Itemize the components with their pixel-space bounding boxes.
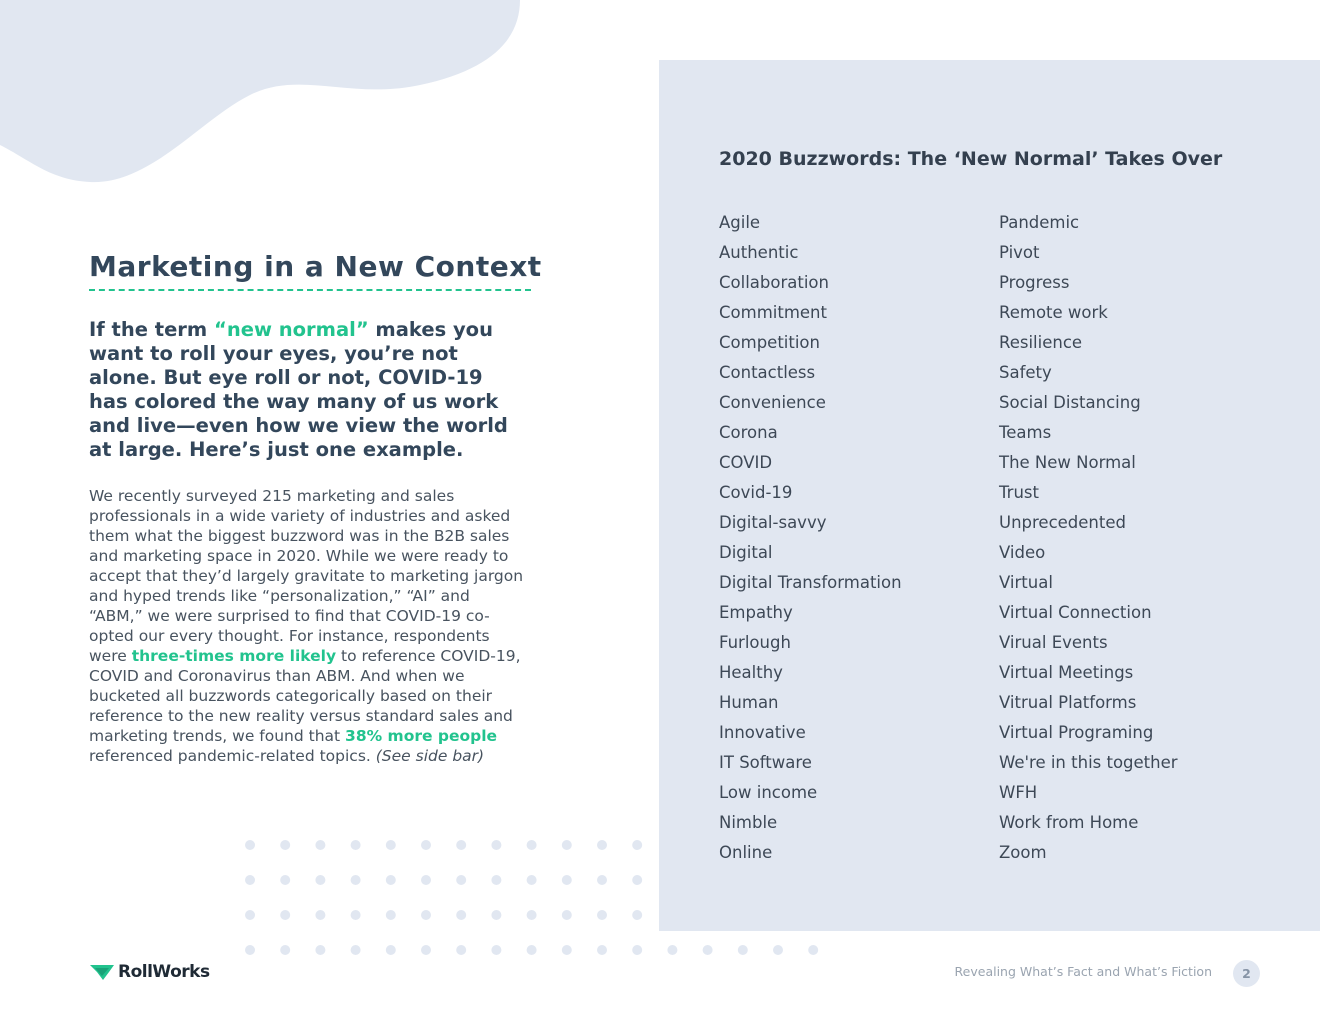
decorative-dot bbox=[351, 910, 361, 920]
body-highlight: 38% more people bbox=[345, 727, 498, 745]
buzzword-item: IT Software bbox=[719, 753, 812, 772]
decorative-dot bbox=[421, 910, 431, 920]
decorative-dot bbox=[386, 840, 396, 850]
decorative-dot bbox=[562, 875, 572, 885]
buzzword-item: Commitment bbox=[719, 303, 827, 322]
decorative-dot bbox=[491, 910, 501, 920]
decorative-dot bbox=[562, 945, 572, 955]
decorative-dot bbox=[315, 840, 325, 850]
buzzword-item: Online bbox=[719, 843, 773, 862]
body-text: referenced pandemic-related topics. bbox=[89, 747, 376, 765]
decorative-dot bbox=[491, 840, 501, 850]
buzzword-item: Furlough bbox=[719, 633, 791, 652]
decorative-dot bbox=[703, 945, 713, 955]
buzzword-item: Progress bbox=[999, 273, 1070, 292]
buzzword-item: Virtual Meetings bbox=[999, 663, 1134, 682]
decorative-dot bbox=[421, 840, 431, 850]
lead-text: makes you want to roll your eyes, you’re not alone. But eye roll or not, COVID-19 has colored the way many of us work and live—even how we view the world at large. Here’s just one example. bbox=[89, 318, 508, 461]
buzzword-item: Safety bbox=[999, 363, 1052, 382]
buzzword-item: WFH bbox=[999, 783, 1038, 802]
buzzword-item: Pandemic bbox=[999, 213, 1080, 232]
buzzword-item: Authentic bbox=[719, 243, 799, 262]
lead-text: If the term bbox=[89, 318, 215, 341]
decorative-dot bbox=[597, 910, 607, 920]
buzzword-item: Digital-savvy bbox=[719, 513, 827, 532]
decorative-dot bbox=[491, 875, 501, 885]
buzzword-item: Pivot bbox=[999, 243, 1040, 262]
rollworks-logo bbox=[89, 962, 210, 982]
decorative-dot bbox=[527, 875, 537, 885]
buzzword-item: Agile bbox=[719, 213, 761, 232]
body-text: We recently surveyed 215 marketing and sales professionals in a wide variety of industries and asked them what the biggest buzzword was in the B2B sales and marketing space in 2020. While we were ready to accept that they’d largely gravitate to marketing jargon and hyped trends like “personalization,” “AI” and “ABM,” we were surprised to find that COVID-19 co-opted our every thought. For instance, respondents were bbox=[89, 487, 524, 665]
decorative-dot bbox=[315, 945, 325, 955]
buzzword-item: Trust bbox=[999, 483, 1039, 502]
buzzword-item: COVID bbox=[719, 453, 773, 472]
buzzword-item: Low income bbox=[719, 783, 818, 802]
decorative-dot bbox=[491, 945, 501, 955]
decorative-dot bbox=[386, 875, 396, 885]
decorative-dot bbox=[527, 910, 537, 920]
buzzword-item: The New Normal bbox=[999, 453, 1136, 472]
decorative-dot bbox=[562, 910, 572, 920]
decorative-dot bbox=[245, 875, 255, 885]
decorative-dot bbox=[597, 945, 607, 955]
buzzword-item: Teams bbox=[999, 423, 1052, 442]
decorative-dot bbox=[632, 945, 642, 955]
decorative-dot bbox=[386, 945, 396, 955]
buzzword-item: Virtual Programing bbox=[999, 723, 1154, 742]
lead-highlight: “new normal” bbox=[214, 318, 369, 341]
decorative-dot bbox=[597, 875, 607, 885]
buzzword-item: Resilience bbox=[999, 333, 1083, 352]
buzzword-item: Collaboration bbox=[719, 273, 829, 292]
buzzword-item: Virual Events bbox=[999, 633, 1108, 652]
logo-mark-icon bbox=[89, 963, 115, 981]
buzzword-item: Video bbox=[999, 543, 1046, 562]
decorative-dot bbox=[773, 945, 783, 955]
decorative-dot bbox=[808, 945, 818, 955]
buzzword-item: Virtual bbox=[999, 573, 1053, 592]
decorative-dot bbox=[456, 840, 466, 850]
decorative-dot bbox=[280, 945, 290, 955]
decorative-dot bbox=[315, 875, 325, 885]
decorative-dot bbox=[632, 910, 642, 920]
buzzword-item: Virtual Connection bbox=[999, 603, 1152, 622]
decorative-dot bbox=[456, 945, 466, 955]
decorative-dot bbox=[280, 910, 290, 920]
decorative-dot bbox=[597, 840, 607, 850]
buzzword-item: Work from Home bbox=[999, 813, 1139, 832]
decorative-dot bbox=[245, 945, 255, 955]
decorative-dot bbox=[421, 875, 431, 885]
logo-text: RollWorks bbox=[118, 962, 210, 982]
decorative-dot bbox=[351, 840, 361, 850]
page-heading: Marketing in a New Context bbox=[89, 250, 542, 283]
decorative-dot bbox=[527, 840, 537, 850]
decorative-dot bbox=[667, 945, 677, 955]
buzzword-item: Competition bbox=[719, 333, 820, 352]
buzzword-item: Human bbox=[719, 693, 779, 712]
buzzword-item: Zoom bbox=[999, 843, 1047, 862]
buzzword-item: Remote work bbox=[999, 303, 1108, 322]
decorative-dot bbox=[245, 910, 255, 920]
buzzword-item: Vitrual Platforms bbox=[999, 693, 1137, 712]
decorative-dot bbox=[527, 945, 537, 955]
decorative-dot bbox=[738, 945, 748, 955]
decorative-dot bbox=[562, 840, 572, 850]
body-text: to reference COVID-19, COVID and Coronavirus than ABM. And when we bucketed all buzzwords categorically based on their reference to the new reality versus standard sales and marketing trends, we found that bbox=[89, 647, 521, 745]
buzzword-item: Healthy bbox=[719, 663, 783, 682]
buzzword-item: Social Distancing bbox=[999, 393, 1141, 412]
decorative-dot bbox=[632, 875, 642, 885]
buzzword-item: Innovative bbox=[719, 723, 806, 742]
buzzword-item: Convenience bbox=[719, 393, 826, 412]
buzzword-item: We're in this together bbox=[999, 753, 1178, 772]
decorative-dot bbox=[456, 875, 466, 885]
decorative-dot bbox=[351, 945, 361, 955]
footer-tagline: Revealing What’s Fact and What’s Fiction bbox=[954, 964, 1212, 979]
body-highlight: three-times more likely bbox=[131, 647, 337, 665]
page-number-badge: 2 bbox=[1233, 960, 1260, 987]
decorative-dot bbox=[280, 875, 290, 885]
decorative-dot bbox=[421, 945, 431, 955]
buzzword-item: Covid-19 bbox=[719, 483, 793, 502]
decorative-dot bbox=[456, 910, 466, 920]
sidebar-reference-note: (See side bar) bbox=[375, 747, 485, 765]
buzzword-item: Nimble bbox=[719, 813, 778, 832]
sidebar-title: 2020 Buzzwords: The ‘New Normal’ Takes Over bbox=[719, 148, 1223, 170]
buzzword-item: Digital Transformation bbox=[719, 573, 902, 592]
decorative-dot bbox=[315, 910, 325, 920]
buzzword-item: Unprecedented bbox=[999, 513, 1126, 532]
decorative-dot bbox=[280, 840, 290, 850]
buzzword-item: Corona bbox=[719, 423, 778, 442]
buzzword-item: Digital bbox=[719, 543, 773, 562]
buzzword-item: Empathy bbox=[719, 603, 793, 622]
buzzword-item: Contactless bbox=[719, 363, 816, 382]
decorative-dot bbox=[245, 840, 255, 850]
decorative-dot bbox=[386, 910, 396, 920]
decorative-dot bbox=[632, 840, 642, 850]
decorative-dot bbox=[351, 875, 361, 885]
